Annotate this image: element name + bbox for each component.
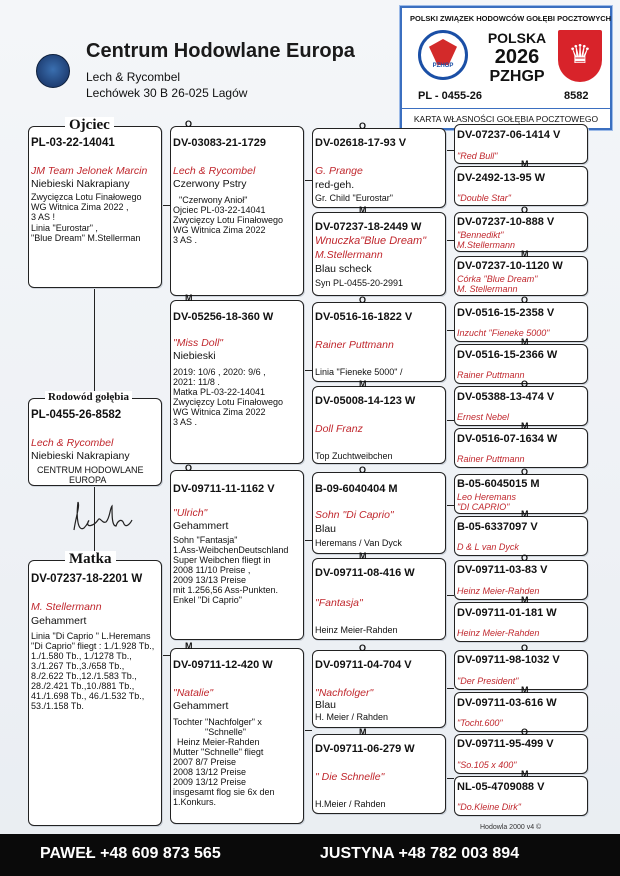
g3-box: M DV-05008-14-123 W Doll Franz Top Zuchtweibchen (312, 386, 446, 464)
breeder-name: Lech & Rycombel (86, 70, 181, 84)
g3-box: M DV-09711-06-279 W " Die Schnelle" H.Meier / Rahden (312, 734, 446, 814)
card-country: POLSKA (487, 30, 547, 46)
breeder-address: Lechówek 30 B 26-025 Lagów (86, 86, 248, 100)
contact-phone-pawel[interactable]: PAWEŁ +48 609 873 565 (40, 845, 221, 862)
g3-box: O DV-0516-16-1822 V Rainer Puttmann Linia "Fieneke 5000" / (312, 302, 446, 382)
mf-box: O DV-09711-11-1162 V "Ulrich" Gehammert Sohn "Fantasja" 1.Ass-WeibchenDeutschland Super Weibchen fliegt in 2008 11/10 Preise , 2009 13/13 Preise mit 1.256,56 Ass-Punkten. Enkel "Di Caprio" (170, 470, 304, 640)
eagle-emblem-icon: ♛ (558, 30, 602, 82)
g4-box: O DV-09711-03-83 V Heinz Meier-Rahden (454, 560, 588, 600)
page-title: Centrum Hodowlane Europa (86, 40, 355, 62)
card-union-name: POLSKI ZWIĄZEK HODOWCÓW GOŁĘBI POCZTOWYCH (410, 14, 612, 23)
subject-ring: PL-0455-26-8582 (31, 409, 122, 421)
g4-box: M B-05-6337097 V D & L van Dyck (454, 516, 588, 556)
father-owner: JM Team Jelonek Marcin (31, 165, 148, 177)
subject-color: Niebieski Nakrapiany (31, 450, 130, 462)
father-color: Niebieski Nakrapiany (31, 178, 130, 190)
software-version: Hodowla 2000 v4 © (480, 824, 542, 831)
mm-box: M DV-09711-12-420 W "Natalie" Gehammert Tochter "Nachfolger" x "Schnelle" Heinz Meier-Rahden Mutter "Schnelle" fliegt 2007 8/7 Preise 2008 13/12 Preise 2009 13/12 Preise insgesamt flog sie 6x den 1.Konkurs. (170, 648, 304, 824)
g4-box: M NL-05-4709088 V "Do.Kleine Dirk" (454, 776, 588, 816)
g4-box: O DV-09711-95-499 V "So.105 x 400" (454, 734, 588, 774)
pzhgp-badge-icon (418, 30, 468, 80)
g4-box: M DV-09711-03-616 W "Tocht.600" (454, 692, 588, 732)
father-label: Ojciec (65, 117, 114, 134)
mother-color: Gehammert (31, 615, 87, 627)
g4-box: M DV-09711-01-181 W Heinz Meier-Rahden (454, 602, 588, 642)
badge-label: PZHGP (432, 63, 454, 69)
g4-box: M DV-07237-10-1120 W Córka "Blue Dream" M. Stellermann (454, 256, 588, 296)
card-ring-number: PL - 0455-26 (418, 90, 483, 102)
g4-box: O B-05-6045015 M Leo Heremans "DI CAPRIO" (454, 474, 588, 514)
g3-box: M DV-07237-18-2449 W Wnuczka"Blue Dream" M.Stellermann Blau scheck Syn PL-0455-20-2991 (312, 212, 446, 296)
g3-box: O DV-02618-17-93 V G. Prange red-geh. Gr. Child "Eurostar" (312, 128, 446, 208)
club-logo-icon (36, 54, 70, 88)
g4-box: M DV-2492-13-95 W "Double Star" (454, 166, 588, 206)
contact-phone-justyna[interactable]: JUSTYNA +48 782 003 894 (320, 845, 520, 862)
card-footer: KARTA WŁASNOŚCI GOŁĘBIA POCZTOWEGO (402, 108, 610, 124)
badge-emblem-icon (429, 39, 457, 65)
mm-ring: DV-09711-12-420 W (173, 659, 273, 671)
mother-label: Matka (65, 551, 116, 568)
signature-icon (66, 498, 136, 538)
g3-box: O DV-09711-04-704 V "Nachfolger" Blau H. Meier / Rahden (312, 650, 446, 728)
mother-owner: M. Stellermann (31, 601, 102, 613)
fm-ring: DV-05256-18-360 W (173, 311, 274, 323)
g4-box: O DV-0516-15-2358 V Inzucht "Fieneke 5000" (454, 302, 588, 342)
ff-ring: DV-03083-21-1729 (173, 137, 266, 149)
g4-box: M DV-0516-15-2366 W Rainer Puttmann (454, 344, 588, 384)
father-box: Ojciec PL-03-22-14041 JM Team Jelonek Marcin Niebieski Nakrapiany Zwycięzca Lotu Finałowego WG Witnica Zima 2022 , 3 AS ! Linia "Eurostar" , "Blue Dream" M.Stellerman (28, 126, 162, 288)
g4-box: M DV-0516-07-1634 W Rainer Puttmann (454, 428, 588, 468)
g4-box: O DV-05388-13-474 V Ernest Nebel (454, 386, 588, 426)
mother-box: Matka DV-07237-18-2201 W M. Stellermann Gehammert Linia "Di Caprio " L.Heremans "Di Caprio" fliegt : 1./1.928 Tb., 1./1.580 Tb., 1./1278 Tb., 3./1.267 Tb.,3./658 Tb., 8./2.622 Tb.,12./1.583 Tb., 28./2.421 Tb.,10./881 Tb., 41./1.698 Tb., 46./1.532 Tb., 53./1.158 Tb. (28, 560, 162, 826)
father-ring: PL-03-22-14041 (31, 137, 115, 149)
pedigree-label: Rodowód gołębia (45, 391, 132, 403)
subject-owner: Lech & Rycombel (31, 437, 114, 449)
ownership-card (400, 6, 612, 130)
mother-ring: DV-07237-18-2201 W (31, 573, 143, 585)
g4-box: DV-07237-06-1414 V "Red Bull" (454, 124, 588, 164)
card-org: PZHGP (489, 68, 545, 85)
fm-box: M DV-05256-18-360 W "Miss Doll" Niebieski 2019: 10/6 , 2020: 9/6 , 2021: 11/8 . Matka PL-03-22-14041 Zwycięzcy Lotu Finałowego WG Witnica Zima 2022 3 AS . (170, 300, 304, 464)
card-serial-number: 8582 (564, 90, 589, 102)
g3-box: M DV-09711-08-416 W "Fantasja" Heinz Meier-Rahden (312, 558, 446, 640)
subject-box: Rodowód gołębia PL-0455-26-8582 Lech & Rycombel Niebieski Nakrapiany CENTRUM HODOWLANE EUROPA (28, 398, 162, 486)
g4-box: O DV-07237-10-888 V "Bennedikt" M.Stellermann (454, 212, 588, 252)
g3-box: O B-09-6040404 M Sohn "Di Caprio" Blau Heremans / Van Dyck (312, 472, 446, 554)
card-year: 2026 (494, 46, 540, 68)
g4-box: O DV-09711-98-1032 V "Der President" (454, 650, 588, 690)
mf-ring: DV-09711-11-1162 V (173, 483, 275, 495)
ff-box: O DV-03083-21-1729 Lech & Rycombel Czerwony Pstry "Czerwony Anioł" Ojciec PL-03-22-14041 Zwycięzcy Lotu Finałowego WG Witnica Zima 2022 3 AS . (170, 126, 304, 296)
